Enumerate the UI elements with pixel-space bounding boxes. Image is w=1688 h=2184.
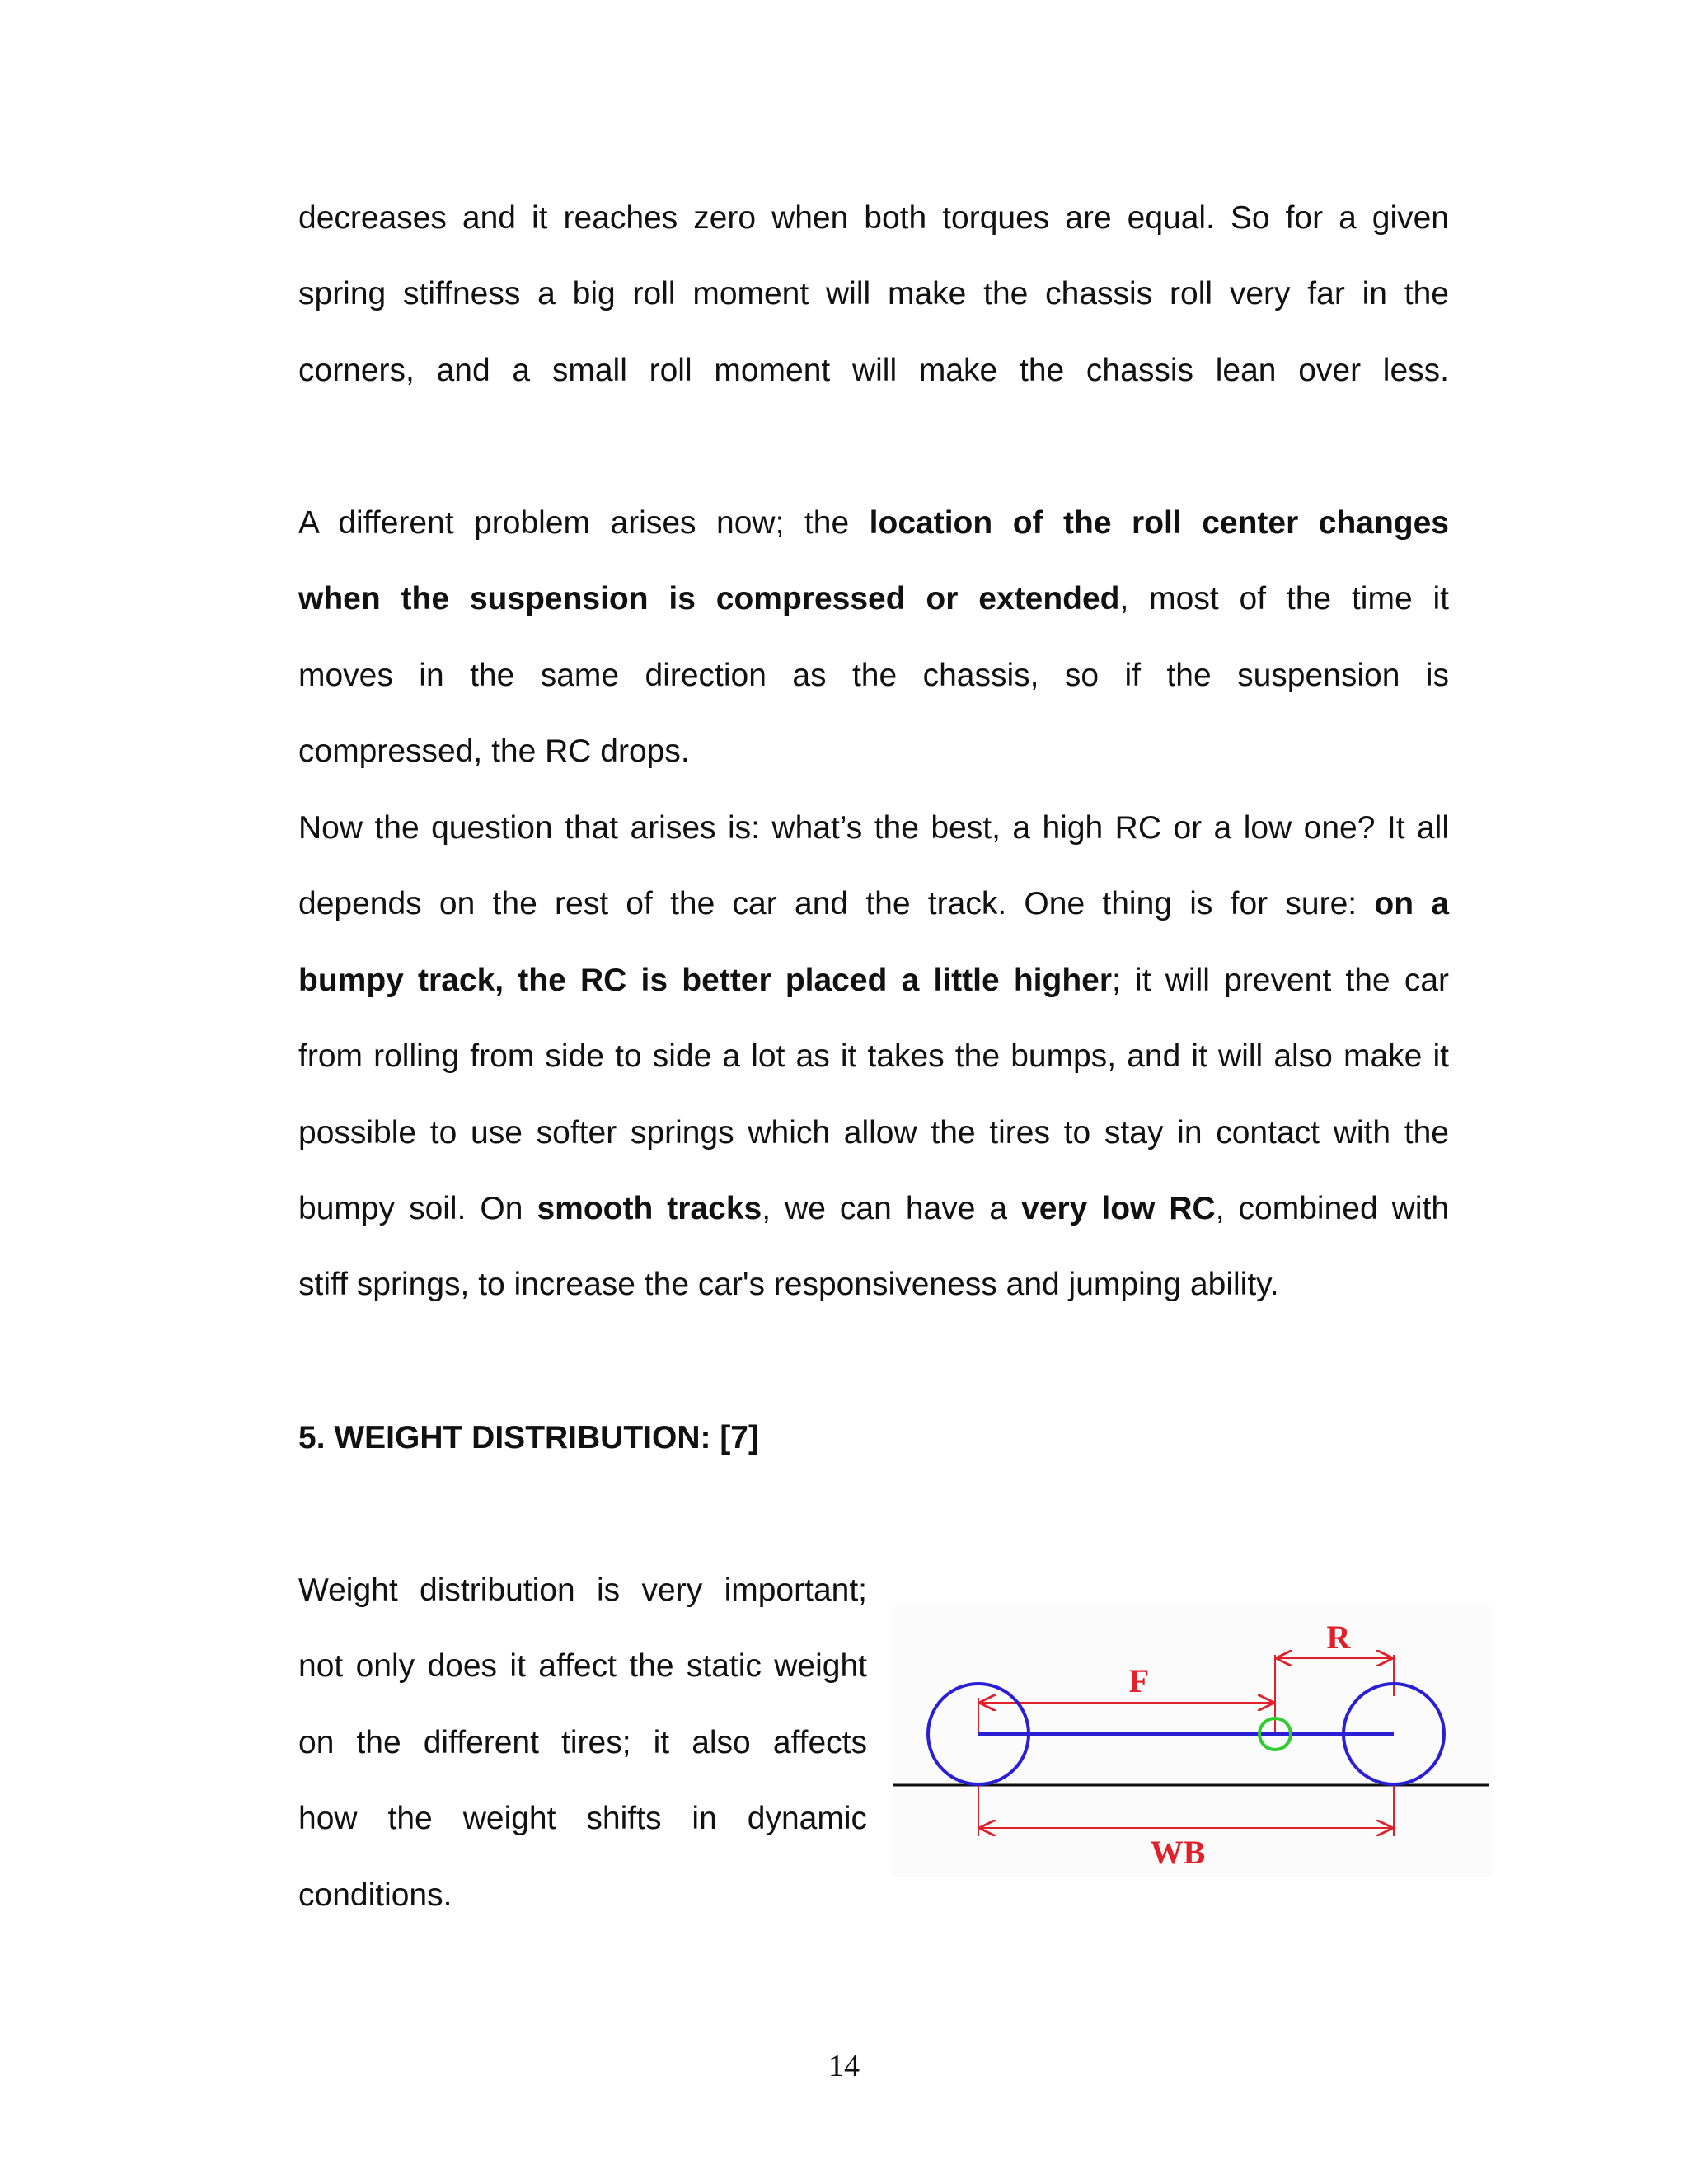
page-number: 14 [828, 2049, 860, 2083]
section-heading: 5. WEIGHT DISTRIBUTION: [7] [298, 1420, 759, 1455]
text-span: depends on the rest of the car and the track. One thing is for sure: [298, 886, 1375, 922]
bold-span: location of the roll center changes [869, 505, 1449, 541]
text-line [298, 1171, 1449, 1247]
wheelbase-label: WB [1150, 1834, 1206, 1871]
text-line: moves in the same direction as the chassis, so if the suspension is [298, 657, 1449, 693]
text-span: , combined with [1215, 1190, 1450, 1226]
paragraph-rc-height-body [298, 790, 1449, 1324]
paragraph-weight-distribution [298, 1553, 867, 1933]
text-line: how the weight shifts in dynamic [298, 1801, 867, 1837]
text-line: Now the question that arises is: what’s the best, a high RC or a low one? It all [298, 810, 1449, 846]
wheelbase-diagram [893, 1605, 1491, 1877]
text-span: , most of the time it [1119, 581, 1449, 617]
text-line [298, 485, 1449, 561]
bold-span: when the suspension is compressed or extended [298, 581, 1120, 617]
text-line: Weight distribution is very important; [298, 1572, 867, 1608]
text-line: conditions. [298, 1877, 452, 1913]
text-line [298, 561, 1449, 637]
weight-distribution-figure [893, 1605, 1491, 1877]
text-line: from rolling from side to side a lot as it takes the bumps, and it will also make it [298, 1038, 1449, 1075]
text-span: ; it will prevent the car [1112, 962, 1449, 998]
text-span: A different problem arises now; the [298, 505, 870, 541]
bold-span: bumpy track, the RC is better placed a little higher [298, 962, 1113, 998]
paragraph-roll-moment [298, 180, 1449, 409]
text-span: , we can have a [762, 1190, 1022, 1226]
text-line: on the different tires; it also affects [298, 1724, 867, 1760]
bold-span: very low RC [1021, 1190, 1216, 1226]
text-line: stiff springs, to increase the car's responsiveness and jumping ability. [298, 1267, 1279, 1303]
text-span: bumpy soil. On [298, 1190, 537, 1226]
text-line [298, 866, 1449, 942]
text-line: compressed, the RC drops. [298, 733, 690, 770]
text-line: corners, and a small roll moment will make the chassis lean over less. [298, 352, 1449, 388]
text-line: not only does it affect the static weight [298, 1648, 867, 1685]
rear-distance-label: R [1326, 1619, 1351, 1656]
bold-span: smooth tracks [537, 1190, 762, 1226]
front-distance-label: F [1128, 1662, 1150, 1699]
text-line: spring stiffness a big roll moment will make the chassis roll very far in the [298, 276, 1449, 312]
bold-span: on a [1374, 886, 1450, 922]
paragraph-roll-center-change [298, 485, 1449, 790]
text-line [298, 943, 1449, 1019]
text-line: decreases and it reaches zero when both torques are equal. So for a given [298, 200, 1449, 236]
text-line: possible to use softer springs which allow the tires to stay in contact with the [298, 1114, 1449, 1151]
